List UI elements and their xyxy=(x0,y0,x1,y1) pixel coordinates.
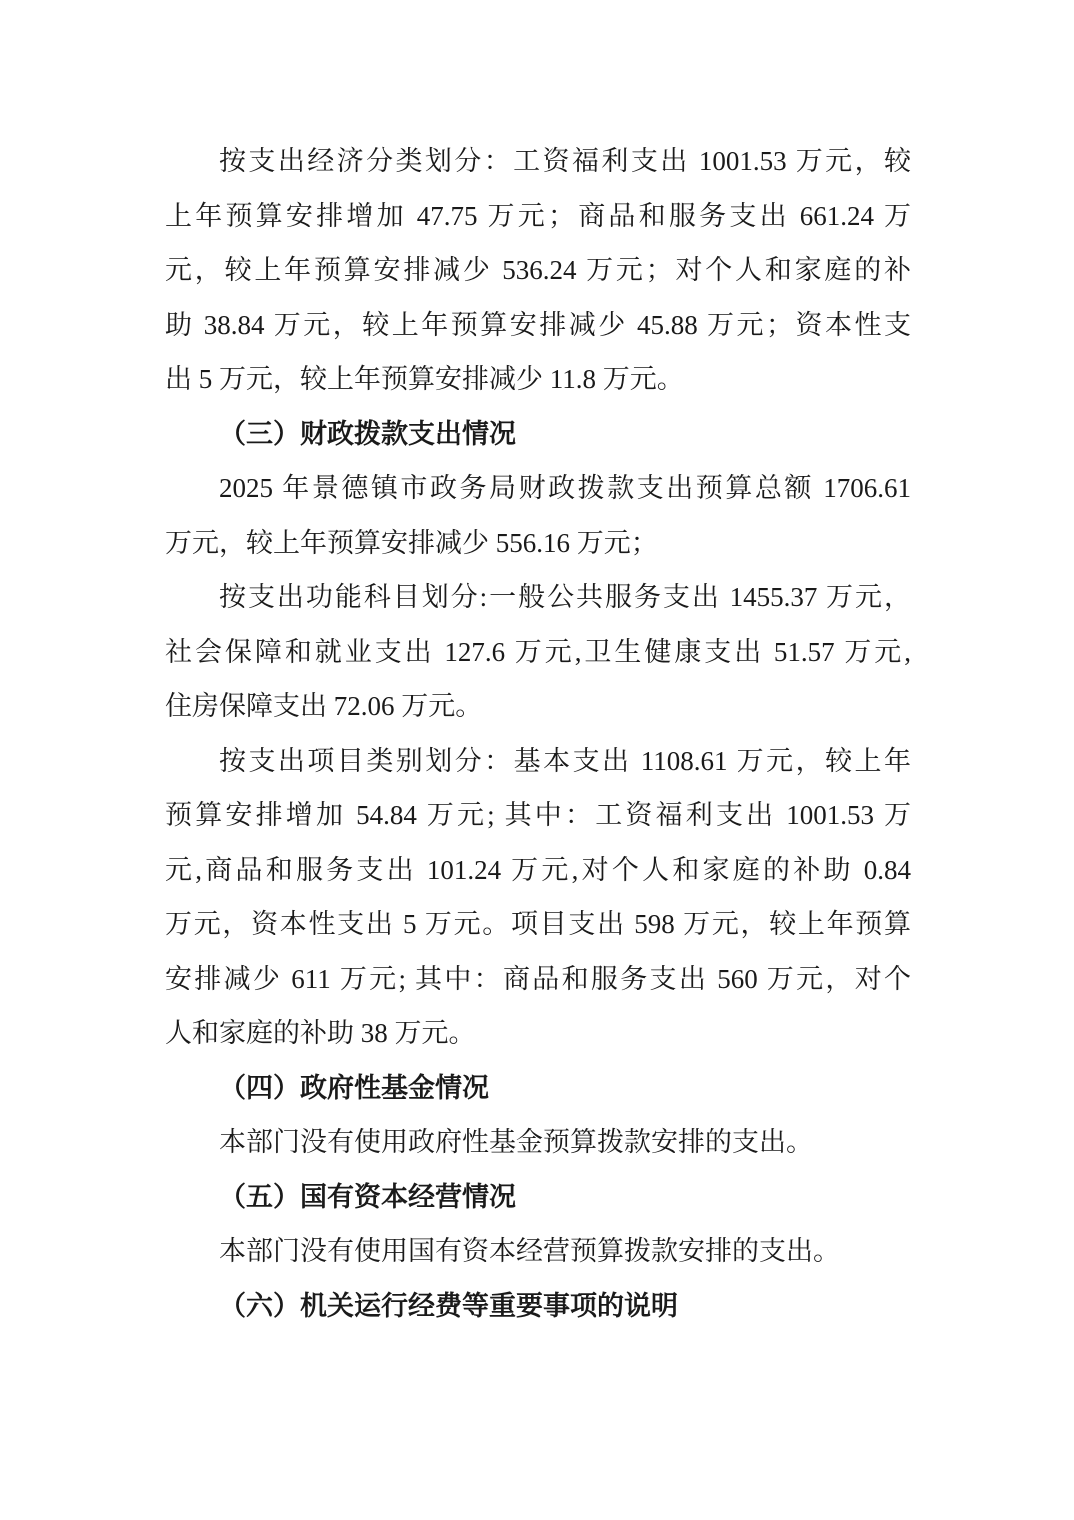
paragraph-line: 人和家庭的补助 38 万元。 xyxy=(165,1018,476,1048)
heading-text: （四）政府性基金情况 xyxy=(219,1072,489,1103)
document-content xyxy=(165,134,911,1333)
paragraph-line: 按支出功能科目划分:一般公共服务支出 1455.37 万元， xyxy=(219,582,911,612)
heading-text: （五）国有资本经营情况 xyxy=(219,1181,516,1212)
heading-text: （三）财政拨款支出情况 xyxy=(219,418,516,449)
paragraph-line: 按支出项目类别划分：基本支出 1108.61 万元，较上年 xyxy=(219,745,911,776)
paragraph-line: 元,商品和服务支出 101.24 万元,对个人和家庭的补助 0.84 xyxy=(165,854,911,885)
paragraph-line: 安排减少 611 万元; 其中：商品和服务支出 560 万元，对个 xyxy=(165,963,911,994)
section-heading-6 xyxy=(165,1279,911,1334)
paragraph-line: 按支出经济分类划分：工资福利支出 1001.53 万元，较 xyxy=(219,146,911,176)
paragraph-line: 本部门没有使用政府性基金预算拨款安排的支出。 xyxy=(219,1127,813,1157)
paragraph-line: 元，较上年预算安排减少 536.24 万元；对个人和家庭的补 xyxy=(165,255,911,285)
section-heading-5 xyxy=(165,1170,911,1225)
heading-text: （六）机关运行经费等重要事项的说明 xyxy=(219,1290,678,1321)
paragraph-functional-classification xyxy=(165,570,911,734)
paragraph-fiscal-appropriation-total xyxy=(165,461,911,570)
paragraph-line: 万元，资本性支出 5 万元。项目支出 598 万元，较上年预算 xyxy=(165,909,911,939)
section-heading-3 xyxy=(165,407,911,462)
paragraph-line: 万元，较上年预算安排减少 556.16 万元； xyxy=(165,527,658,558)
paragraph-line: 出 5 万元，较上年预算安排减少 11.8 万元。 xyxy=(165,364,684,394)
paragraph-line: 2025 年景德镇市政务局财政拨款支出预算总额 1706.61 xyxy=(219,473,911,503)
section-heading-4 xyxy=(165,1061,911,1116)
paragraph-line: 上年预算安排增加 47.75 万元；商品和服务支出 661.24 万 xyxy=(165,200,911,231)
paragraph-economic-classification xyxy=(165,134,911,407)
paragraph-line: 本部门没有使用国有资本经营预算拨款安排的支出。 xyxy=(219,1236,840,1266)
paragraph-government-fund xyxy=(165,1115,911,1170)
paragraph-project-classification xyxy=(165,734,911,1061)
paragraph-state-capital xyxy=(165,1224,911,1279)
paragraph-line: 住房保障支出 72.06 万元。 xyxy=(165,691,483,721)
paragraph-line: 助 38.84 万元，较上年预算安排减少 45.88 万元；资本性支 xyxy=(165,309,911,340)
paragraph-line: 预算安排增加 54.84 万元; 其中：工资福利支出 1001.53 万 xyxy=(165,800,911,830)
paragraph-line: 社会保障和就业支出 127.6 万元,卫生健康支出 51.57 万元, xyxy=(165,636,911,667)
